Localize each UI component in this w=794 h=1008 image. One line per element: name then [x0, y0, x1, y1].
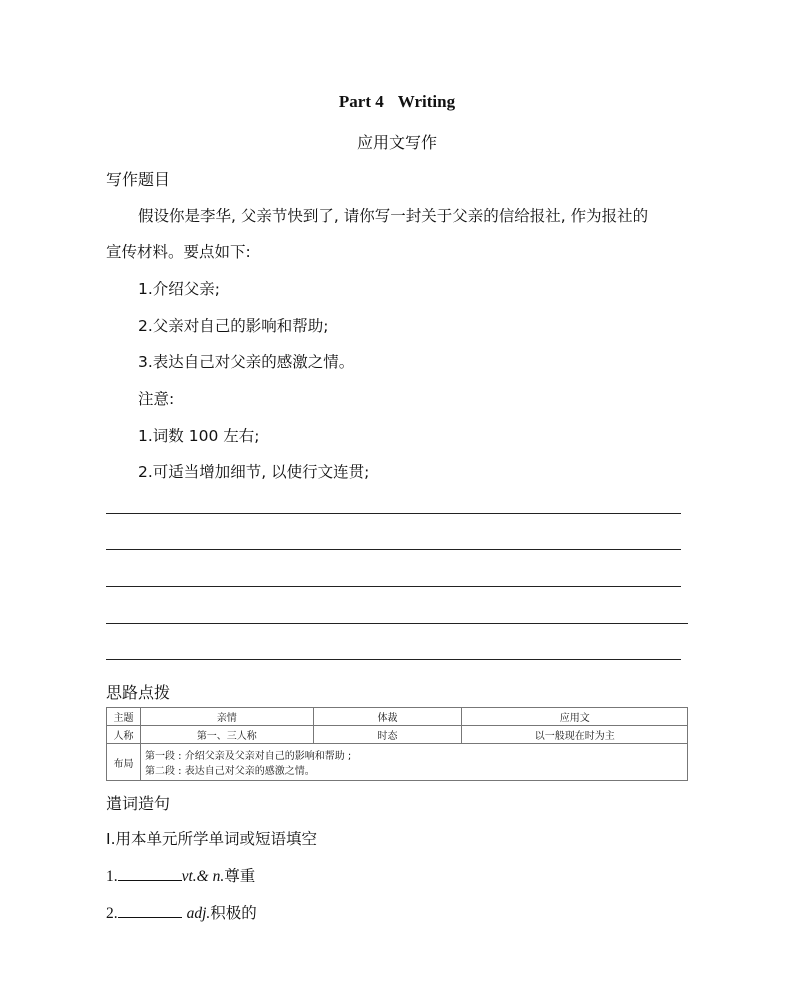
layout-line: 第一段 : 介绍父亲及父亲对自己的影响和帮助 ; [144, 751, 352, 762]
table-cell: 应用文 [462, 708, 688, 726]
table-row [107, 744, 688, 781]
table-cell: 体裁 [313, 708, 462, 726]
section-label: Writing [397, 92, 456, 111]
tips-heading: 思路点拨 [106, 683, 171, 702]
table-cell: 主题 [107, 708, 141, 726]
answer-line[interactable] [106, 513, 681, 514]
tips-table [106, 707, 688, 781]
layout-line: 第二段 : 表达自己对父亲的感激之情。 [144, 766, 315, 777]
item-meaning: 积极的 [210, 904, 257, 922]
item-meaning: 尊重 [224, 867, 256, 885]
task-prompt-line1: 假设你是李华, 父亲节快到了, 请你写一封关于父亲的信给报社, 作为报社的 [138, 207, 649, 225]
vocab-subheading: Ⅰ.用本单元所学单词或短语填空 [106, 830, 317, 848]
part-of-speech: adj. [186, 905, 211, 922]
task-prompt-line2: 宣传材料。要点如下: [106, 243, 251, 261]
page-subtitle: 应用文写作 [356, 133, 437, 152]
note-item: 1.词数 100 左右; [138, 427, 260, 445]
vocab-item [106, 864, 255, 886]
task-point: 2.父亲对自己的影响和帮助; [138, 317, 329, 335]
layout-cell [140, 744, 687, 781]
item-number: 1. [106, 868, 118, 885]
part-of-speech: vt.& n. [181, 868, 225, 885]
page-title [0, 92, 794, 112]
table-cell: 亲情 [140, 708, 313, 726]
task-point: 3.表达自己对父亲的感激之情。 [138, 353, 355, 371]
table-row [107, 708, 688, 726]
item-number: 2. [106, 905, 118, 922]
task-heading: 写作题目 [106, 170, 171, 189]
answer-line[interactable] [106, 549, 681, 550]
fill-blank[interactable] [118, 903, 182, 918]
vocab-item [106, 901, 257, 923]
task-point: 1.介绍父亲; [138, 280, 221, 298]
table-cell: 人称 [107, 726, 141, 744]
vocab-heading: 遣词造句 [106, 794, 171, 813]
answer-line[interactable] [106, 623, 688, 624]
fill-blank[interactable] [118, 866, 182, 881]
part-label: Part 4 [338, 92, 384, 111]
notes-label: 注意: [138, 390, 175, 408]
table-row [107, 726, 688, 744]
table-cell: 时态 [313, 726, 462, 744]
table-cell: 第一、三人称 [140, 726, 313, 744]
table-cell: 布局 [107, 744, 141, 781]
table-cell: 以一般现在时为主 [462, 726, 688, 744]
answer-line[interactable] [106, 586, 681, 587]
answer-line[interactable] [106, 659, 681, 660]
note-item: 2.可适当增加细节, 以使行文连贯; [138, 463, 370, 481]
